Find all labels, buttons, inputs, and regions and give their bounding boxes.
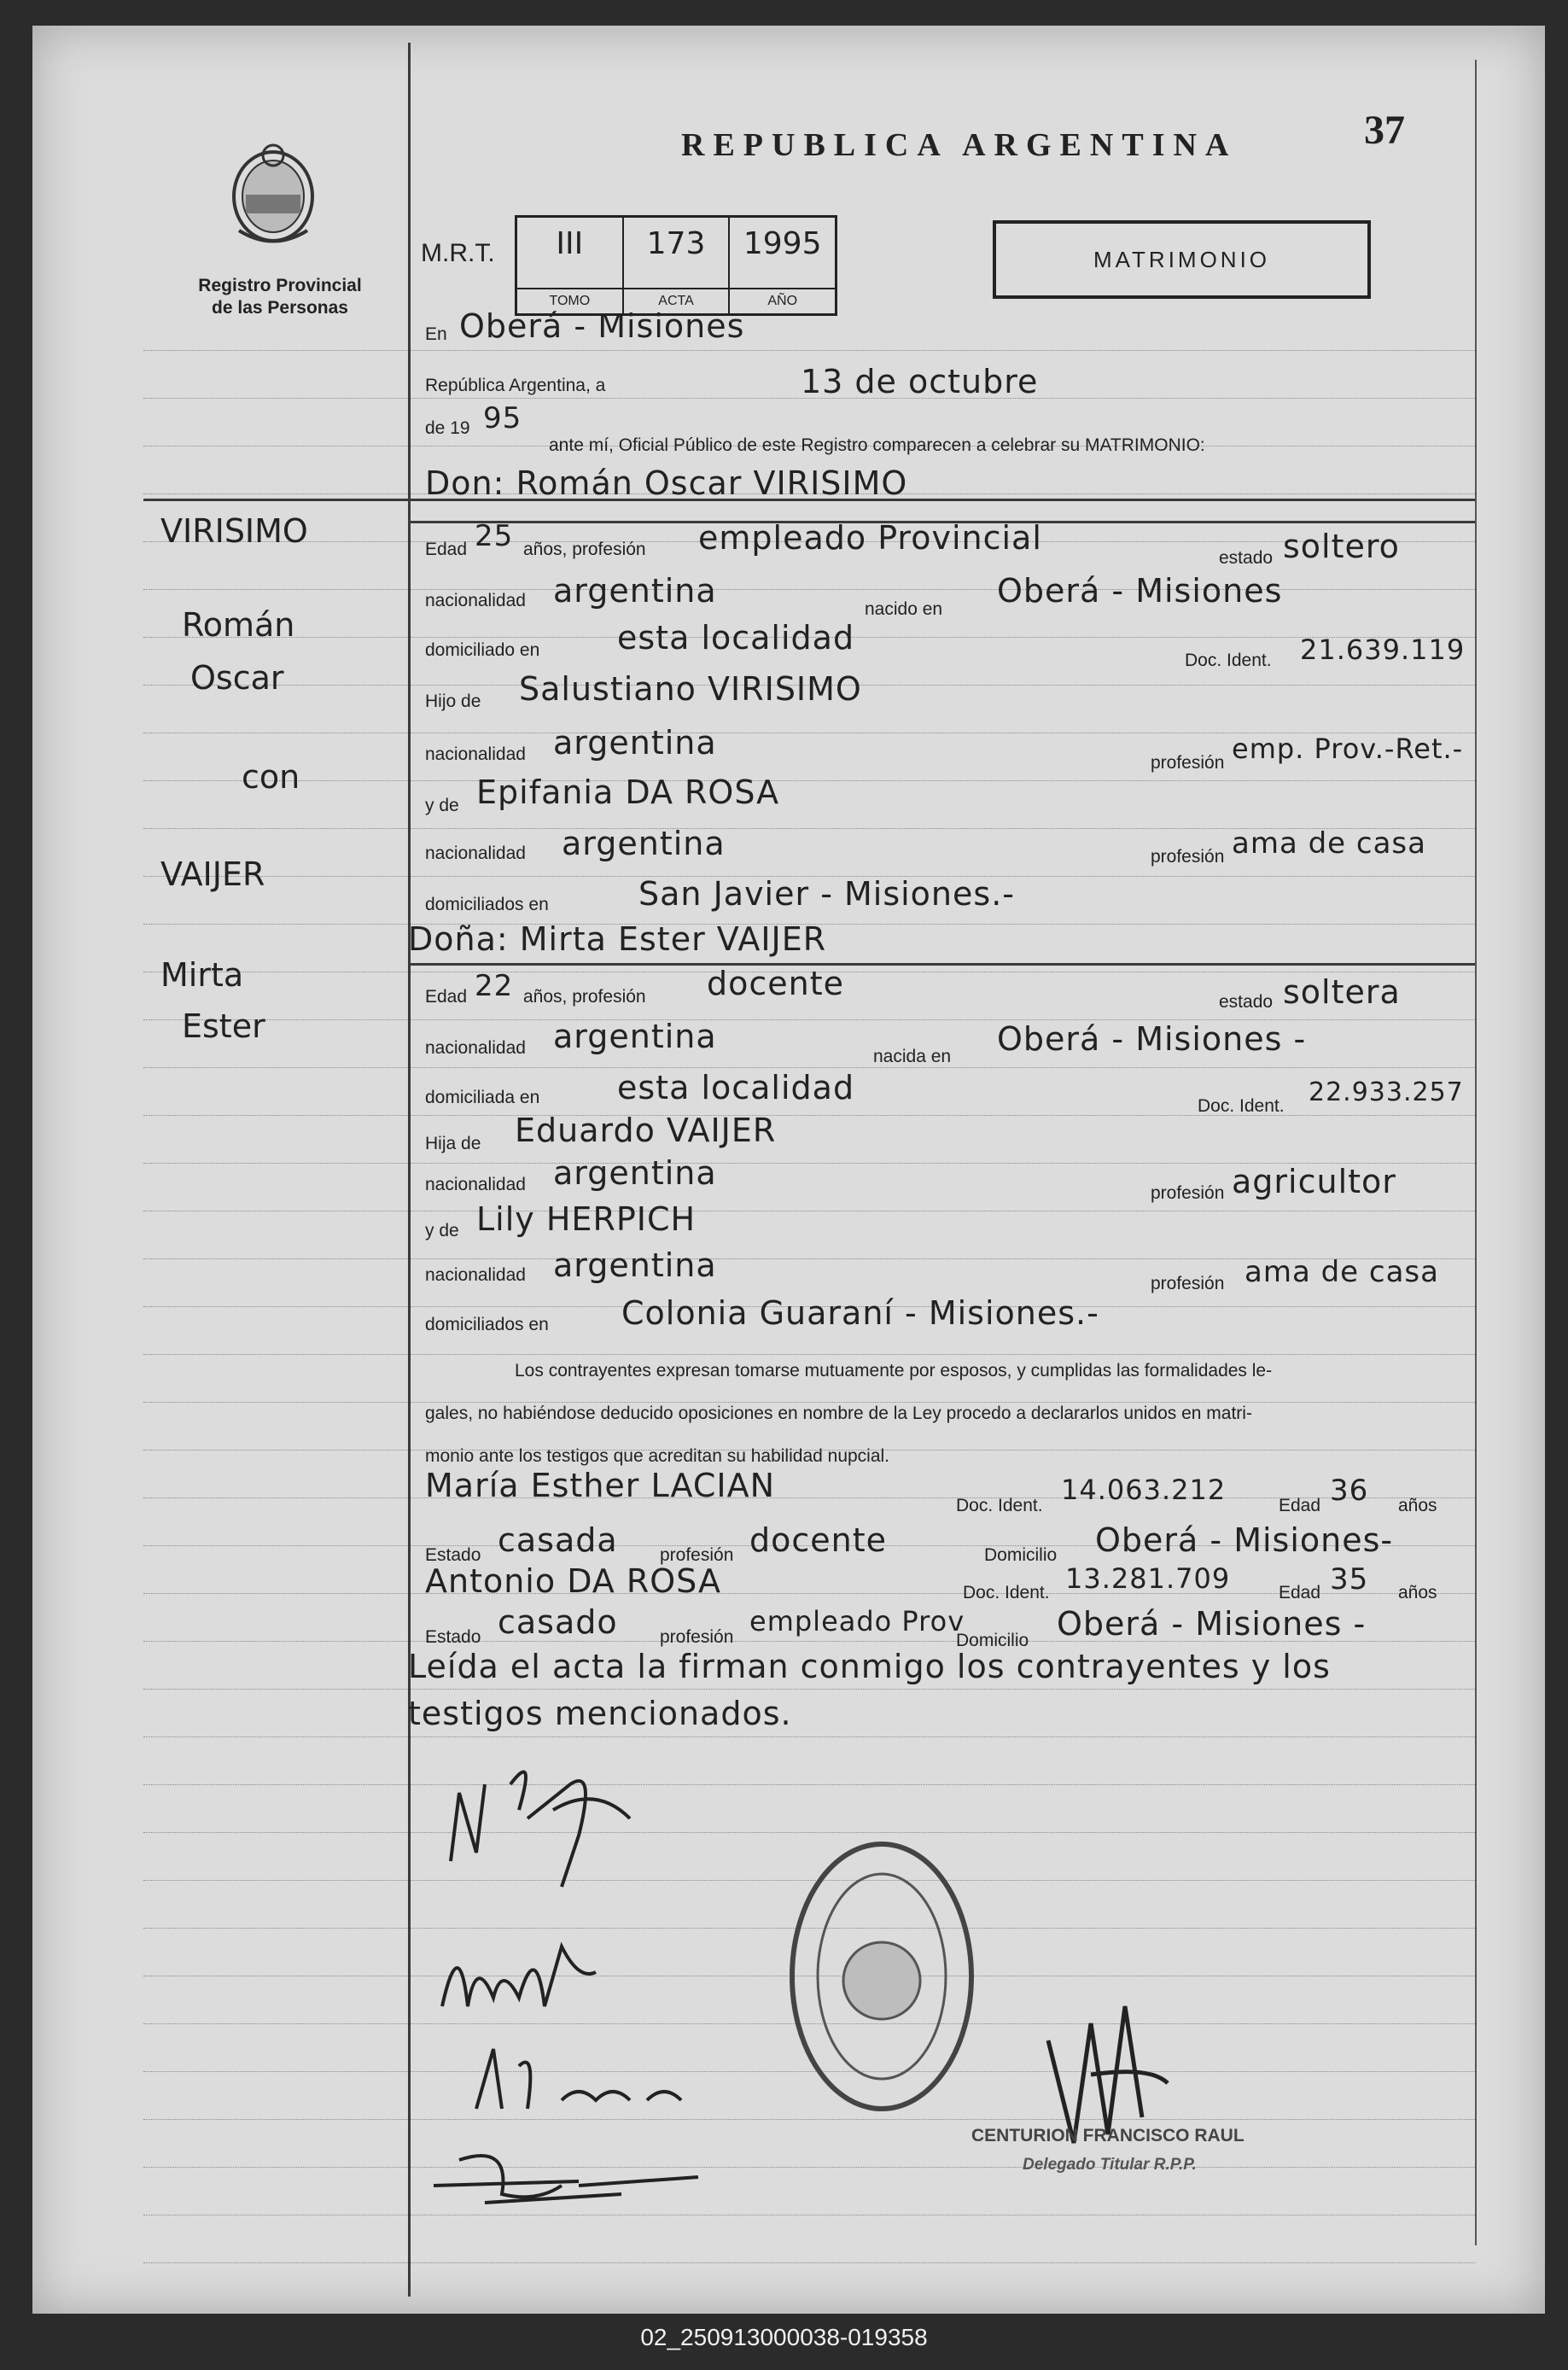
groom-nacido-label: nacido en: [865, 599, 943, 619]
bride-profesion-label: años, profesión: [523, 987, 646, 1007]
declaration-line2: gales, no habiéndose deducido oposiciones en nombre de la Ley procedo a declararlos unidos en matri-: [425, 1404, 1252, 1423]
groom-mother-prof-label: profesión: [1151, 847, 1225, 867]
ano-cell: [730, 218, 835, 313]
witness1-domicile: Oberá - Misiones-: [1095, 1521, 1394, 1559]
ruled-line: [143, 1784, 1475, 1785]
groom-parents-dom-label: domiciliados en: [425, 895, 549, 914]
bride-mother-nat-label: nacionalidad: [425, 1265, 526, 1285]
groom-mother-profession: ama de casa: [1232, 826, 1426, 861]
groom-father-prof-label: profesión: [1151, 753, 1225, 773]
year-suffix: 95: [483, 401, 522, 435]
bride-father-profession: agricultor: [1232, 1163, 1396, 1200]
witness2-name: Antonio DA ROSA: [425, 1562, 721, 1600]
margin-given-groom-1: Román: [182, 606, 295, 644]
margin-line: [408, 43, 411, 2297]
groom-doc-label: Doc. Ident.: [1185, 651, 1272, 670]
ruled-line: [143, 780, 1475, 781]
groom-birthplace: Oberá - Misiones: [997, 572, 1283, 610]
bride-father-prof-label: profesión: [1151, 1183, 1225, 1203]
groom-signature-icon: [425, 1733, 647, 1895]
bride-parents-dom-label: domiciliados en: [425, 1315, 549, 1334]
groom-mother-nat-label: nacionalidad: [425, 844, 526, 863]
bride-top-separator: [408, 963, 1475, 966]
registry-name-line2: de las Personas: [212, 298, 348, 318]
groom-profession: empleado Provincial: [698, 519, 1042, 557]
bride-domicile: esta localidad: [617, 1069, 855, 1106]
witness2-doc: 13.281.709: [1065, 1562, 1231, 1595]
witness1-doc: 14.063.212: [1061, 1474, 1227, 1506]
groom-estado-label: estado: [1219, 548, 1274, 568]
bride-father-nationality: argentina: [553, 1154, 717, 1192]
bride-doc-label: Doc. Ident.: [1198, 1096, 1285, 1116]
bride-age: 22: [475, 969, 514, 1003]
acta-value: 173: [646, 226, 706, 261]
witness2-dom-label: Domicilio: [956, 1631, 1029, 1650]
bride-mother-profession: ama de casa: [1244, 1255, 1439, 1289]
witness2-domicile: Oberá - Misiones -: [1057, 1605, 1367, 1643]
coat-of-arms-icon: [222, 137, 324, 248]
bride-mother-nationality: argentina: [553, 1246, 717, 1284]
witness2-anos-label: años: [1398, 1583, 1437, 1602]
groom-edad-label: Edad: [425, 540, 468, 559]
bride-yde-label: y de: [425, 1221, 459, 1240]
witness1-estado-label: Estado: [425, 1545, 481, 1565]
groom-domicile: esta localidad: [617, 619, 855, 657]
margin-surname-bride: VAIJER: [160, 855, 265, 893]
witness1-civil-status: casada: [498, 1521, 618, 1559]
appearance-statement: ante mí, Oficial Público de este Registro comparecen a celebrar su MATRIMONIO:: [549, 435, 1205, 455]
witness1-age: 36: [1330, 1474, 1369, 1508]
registry-name-line1: Registro Provincial: [198, 276, 362, 295]
witness1-prof-label: profesión: [660, 1545, 734, 1565]
bride-birthplace: Oberá - Misiones -: [997, 1020, 1307, 1058]
witness1-doc-label: Doc. Ident.: [956, 1496, 1043, 1515]
tomo-cell: [517, 218, 624, 313]
mrt-label: M.R.T.: [421, 239, 495, 267]
witness2-profession: empleado Prov: [749, 1605, 965, 1637]
closing-line2: testigos mencionados.: [408, 1695, 792, 1732]
en-label: En: [425, 324, 447, 344]
bride-edad-label: Edad: [425, 987, 468, 1007]
ano-value: 1995: [743, 226, 822, 261]
groom-nat-label: nacionalidad: [425, 591, 526, 610]
officer-name: CENTURION FRANCISCO RAUL: [971, 2126, 1244, 2145]
republica-label: República Argentina, a: [425, 376, 606, 395]
witness2-edad-label: Edad: [1279, 1583, 1321, 1602]
date-day-month: 13 de octubre: [801, 363, 1039, 400]
bride-hija-label: Hija de: [425, 1134, 481, 1153]
bride-nacida-label: nacida en: [873, 1047, 952, 1066]
record-type-box: MATRIMONIO: [993, 220, 1371, 299]
mrt-box: [515, 215, 837, 316]
groom-hijo-label: Hijo de: [425, 692, 481, 711]
bride-father-nat-label: nacionalidad: [425, 1175, 526, 1194]
groom-yde-label: y de: [425, 796, 459, 815]
declaration-line1: Los contrayentes expresan tomarse mutuamente por esposos, y cumplidas las formalidades le-: [515, 1361, 1273, 1381]
groom-dom-label: domiciliado en: [425, 640, 540, 660]
bride-mother-prof-label: profesión: [1151, 1274, 1225, 1293]
ruled-line: [143, 1593, 1475, 1594]
groom-doc: 21.639.119: [1300, 633, 1466, 666]
groom-father-nat-label: nacionalidad: [425, 744, 526, 764]
ruled-line: [143, 1067, 1475, 1068]
official-seal-icon: [784, 1836, 980, 2117]
bride-name: Doña: Mirta Ester VAIJER: [408, 920, 827, 958]
right-border-line: [1475, 60, 1477, 2245]
margin-connector: con: [242, 758, 300, 796]
bride-dom-label: domiciliada en: [425, 1088, 540, 1107]
groom-civil-status: soltero: [1283, 528, 1400, 565]
bride-signature-icon: [425, 1921, 664, 2040]
witness2-estado-label: Estado: [425, 1627, 481, 1647]
registry-name: [178, 275, 382, 319]
bride-nat-label: nacionalidad: [425, 1038, 526, 1058]
bride-mother: Lily HERPICH: [476, 1200, 697, 1238]
margin-given-bride-2: Ester: [182, 1007, 265, 1045]
ano-caption: AÑO: [730, 288, 835, 313]
margin-given-bride-1: Mirta: [160, 956, 244, 994]
bride-father: Eduardo VAIJER: [515, 1112, 777, 1149]
witness2-civil-status: casado: [498, 1603, 618, 1641]
officer-title: Delegado Titular R.P.P.: [1023, 2156, 1197, 2174]
margin-surname-groom: VIRISIMO: [160, 512, 308, 550]
witness2-doc-label: Doc. Ident.: [963, 1583, 1050, 1602]
witness2-signature-icon: [408, 2134, 715, 2228]
witness1-edad-label: Edad: [1279, 1496, 1321, 1515]
groom-father: Salustiano VIRISIMO: [519, 670, 862, 708]
ruled-line: [143, 2167, 1475, 2168]
witness1-profession: docente: [749, 1521, 888, 1559]
tomo-value: III: [556, 226, 584, 261]
groom-mother: Epifania DA ROSA: [476, 773, 780, 811]
closing-line1: Leída el acta la firman conmigo los contrayentes y los: [408, 1648, 1331, 1685]
ruled-line: [143, 1832, 1475, 1833]
tomo-caption: TOMO: [517, 288, 622, 313]
groom-parents-domicile: San Javier - Misiones.-: [638, 875, 1015, 913]
acta-cell: [624, 218, 731, 313]
bride-doc: 22.933.257: [1309, 1077, 1464, 1107]
witness1-name: María Esther LACIAN: [425, 1467, 776, 1504]
witness1-signature-icon: [442, 2032, 724, 2134]
ruled-line: [143, 350, 1475, 351]
groom-mother-nationality: argentina: [562, 825, 726, 862]
groom-profesion-label: años, profesión: [523, 540, 646, 559]
ruled-line: [143, 2119, 1475, 2120]
bride-nationality: argentina: [553, 1018, 717, 1055]
margin-given-groom-2: Oscar: [190, 659, 284, 697]
witness2-prof-label: profesión: [660, 1627, 734, 1647]
bride-estado-label: estado: [1219, 992, 1274, 1012]
declaration-line3: monio ante los testigos que acreditan su habilidad nupcial.: [425, 1446, 890, 1466]
ruled-line: [143, 1689, 1475, 1690]
register-page: [32, 26, 1545, 2314]
acta-caption: ACTA: [624, 288, 729, 313]
witness1-dom-label: Domicilio: [984, 1545, 1058, 1565]
groom-nationality: argentina: [553, 572, 717, 610]
image-id-footer: 02_250913000038-019358: [640, 2324, 928, 2350]
groom-name: Don: Román Oscar VIRISIMO: [425, 464, 908, 502]
witness2-age: 35: [1330, 1562, 1369, 1597]
groom-father-nationality: argentina: [553, 724, 717, 762]
groom-age: 25: [475, 519, 514, 553]
groom-father-profession: emp. Prov.-Ret.-: [1232, 733, 1464, 765]
country-heading: REPUBLICA ARGENTINA: [681, 127, 1238, 163]
year-label: de 19: [425, 418, 470, 438]
place: Oberá - Misiones: [459, 307, 745, 345]
bride-civil-status: soltera: [1283, 973, 1401, 1011]
bride-profession: docente: [707, 965, 845, 1002]
ruled-line: [143, 2262, 1475, 2263]
bride-parents-domicile: Colonia Guaraní - Misiones.-: [621, 1294, 1099, 1332]
page-number: 37: [1364, 108, 1405, 153]
witness1-anos-label: años: [1398, 1496, 1437, 1515]
ruled-line: [143, 1497, 1475, 1498]
